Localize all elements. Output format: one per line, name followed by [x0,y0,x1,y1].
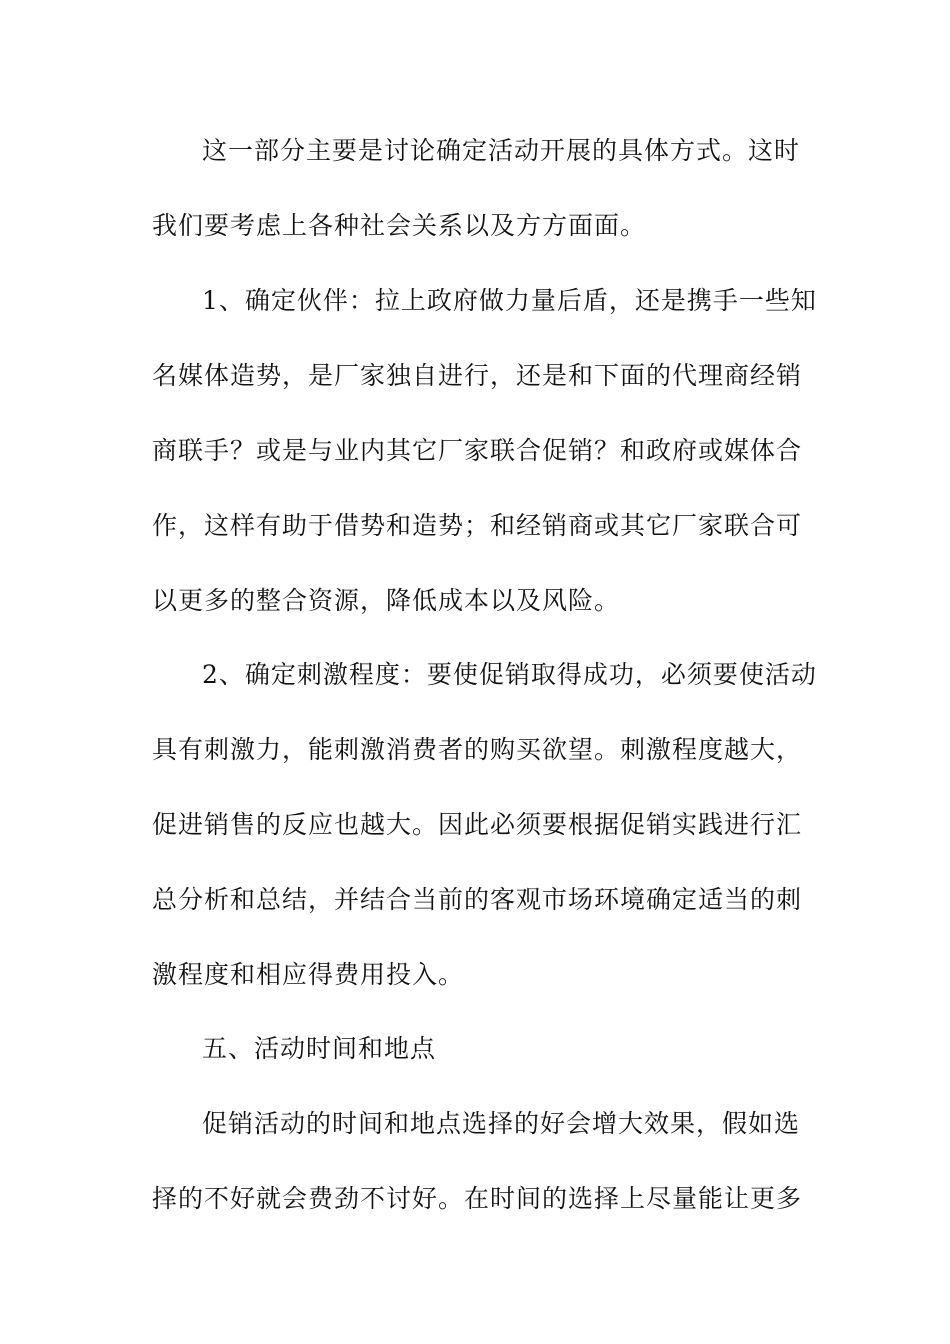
paragraph-line: 2、确定刺激程度：要使促销取得成功，必须要使活动 [202,660,817,689]
paragraph-line: 促进销售的反应也越大。因此必须要根据促销实践进行汇 [152,810,803,839]
paragraph-line: 具有刺激力，能刺激消费者的购买欲望。刺激程度越大， [152,735,803,764]
paragraph-line: 名媒体造势，是厂家独自进行，还是和下面的代理商经销 [152,361,803,390]
paragraph-line: 作，这样有助于借势和造势；和经销商或其它厂家联合可 [152,511,803,540]
paragraph-line: 1、确定伙伴：拉上政府做力量后盾，还是携手一些知 [202,286,817,315]
paragraph-line: 以更多的整合资源，降低成本以及风险。 [152,586,621,615]
paragraph-line: 促销活动的时间和地点选择的好会增大效果，假如选 [202,1109,801,1138]
section-heading: 五、活动时间和地点 [202,1034,437,1063]
paragraph-line: 激程度和相应得费用投入。 [152,960,465,989]
paragraph-line: 择的不好就会费劲不讨好。在时间的选择上尽量能让更多 [152,1184,803,1213]
paragraph-line: 我们要考虑上各种社会关系以及方方面面。 [152,211,647,240]
paragraph-line: 总分析和总结，并结合当前的客观市场环境确定适当的刺 [152,885,803,914]
paragraph-line: 商联手？或是与业内其它厂家联合促销？和政府或媒体合 [152,436,803,465]
paragraph-line: 这一部分主要是讨论确定活动开展的具体方式。这时 [202,136,801,165]
